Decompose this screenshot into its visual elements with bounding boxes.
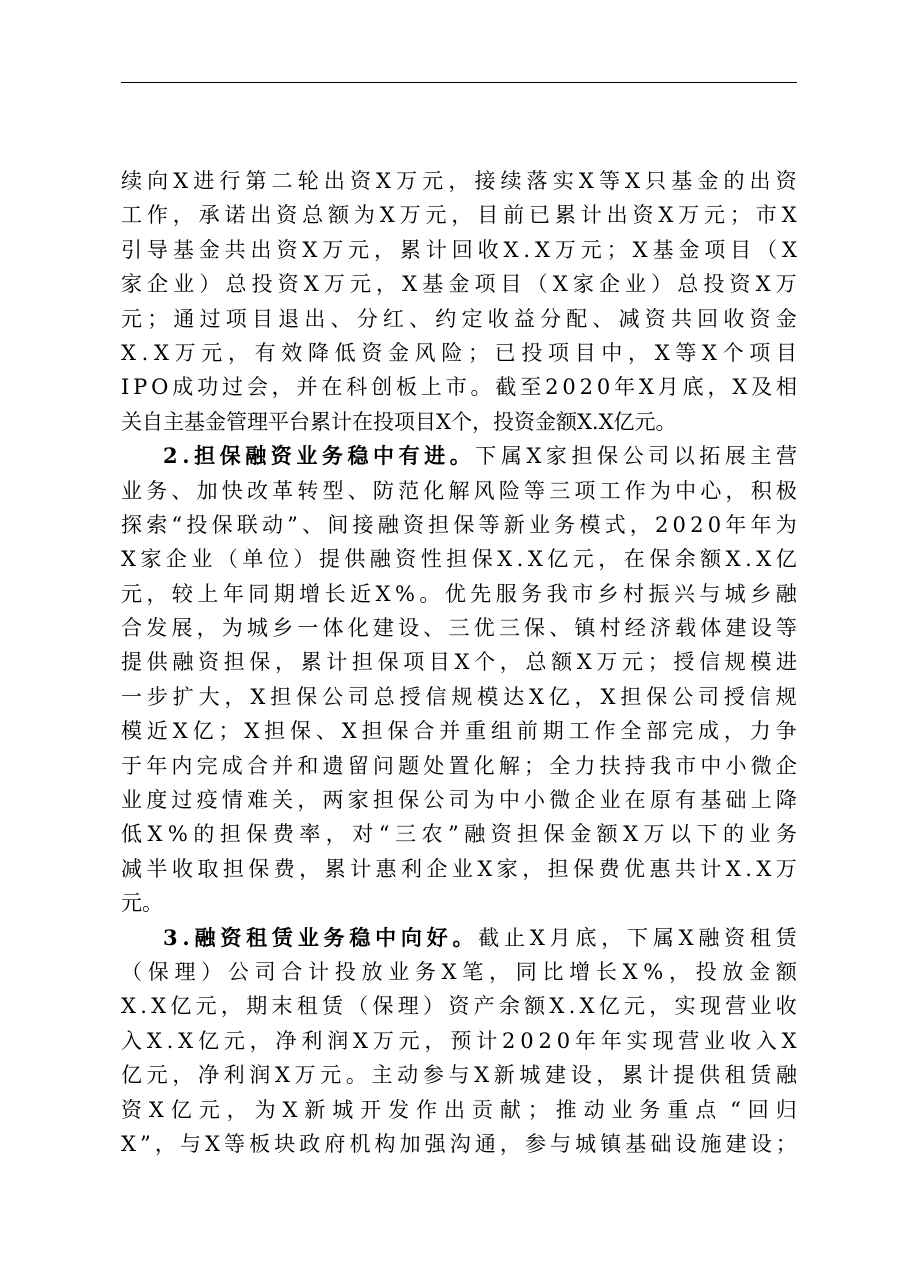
text-line: 亿 元 ， 净 利 润 X 万 元 。 主 动 参 与 X 新 城 建 设 ， 累 计 提 供 租 赁 融 bbox=[121, 1063, 797, 1088]
text-line: X ” ， 与 X 等 板 块 政 府 机 构 加 强 沟 通 ， 参 与 城 镇 基 础 设 施 建 设 ； bbox=[121, 1131, 797, 1156]
text-line: 业 务 、 加 快 改 革 转 型 、 防 范 化 解 风 险 等 三 项 工 作 为 中 心 ， 积 极 bbox=[121, 478, 797, 503]
text-line: X 家 企 业 （ 单 位 ） 提 供 融 资 性 担 保 X . X 亿 元 ， 在 保 余 额 X . X 亿 bbox=[121, 547, 797, 572]
header-rule bbox=[121, 82, 797, 83]
text-line: 续 向 X 进 行 第 二 轮 出 资 X 万 元 ， 接 续 落 实 X 等 X 只 基 金 的 出 资 bbox=[121, 168, 797, 193]
text-line: 元 ； 通 过 项 目 退 出 、 分 红 、 约 定 收 益 分 配 、 减 资 共 回 收 资 金 bbox=[121, 306, 797, 331]
text-line: 低 X % 的 担 保 费 率 ， 对 “ 三 农 ” 融 资 担 保 金 额 X 万 以 下 的 业 务 bbox=[121, 822, 797, 847]
text-line: 业 度 过 疫 情 难 关 ， 两 家 担 保 公 司 为 中 小 微 企 业 在 原 有 基 础 上 降 bbox=[121, 788, 797, 813]
text-line: 一 步 扩 大 ， X 担 保 公 司 总 授 信 规 模 达 X 亿 ， X 担 保 公 司 授 信 规 bbox=[121, 684, 797, 709]
text-line: 减 半 收 取 担 保 费 ， 累 计 惠 利 企 业 X 家 ， 担 保 费 优 惠 共 计 X . X 万 bbox=[121, 856, 797, 881]
document-body bbox=[121, 164, 797, 1161]
text-line: 探 索 “ 投 保 联 动 ” 、 间 接 融 资 担 保 等 新 业 务 模 式 ， 2 0 2 0 年 年 为 bbox=[121, 512, 797, 537]
text-line: 引 导 基 金 共 出 资 X 万 元 ， 累 计 回 收 X . X 万 元 ； X 基 金 项 目 （ X bbox=[121, 237, 797, 262]
text-line: 提 供 融 资 担 保 ， 累 计 担 保 项 目 X 个 ， 总 额 X 万 元 ； 授 信 规 模 进 bbox=[121, 650, 797, 675]
text-line: 元 ， 较 上 年 同 期 增 长 近 X % 。 优 先 服 务 我 市 乡 村 振 兴 与 城 乡 融 bbox=[121, 581, 797, 606]
text-line: X . X 万 元 ， 有 效 降 低 资 金 风 险 ； 已 投 项 目 中 ， X 等 X 个 项 目 bbox=[121, 340, 797, 365]
text-line: 入 X . X 亿 元 ， 净 利 润 X 万 元 ， 预 计 2 0 2 0 年 年 实 现 营 业 收 入 X bbox=[121, 1028, 797, 1053]
text-line: 工 作 ， 承 诺 出 资 总 额 为 X 万 元 ， 目 前 已 累 计 出 资 X 万 元 ； 市 X bbox=[121, 203, 797, 228]
text-line: 2 . 担 保 融 资 业 务 稳 中 有 进 。 下 属 X 家 担 保 公 司 以 拓 展 主 营 bbox=[163, 443, 797, 469]
text-line: 3 . 融 资 租 赁 业 务 稳 中 向 好 。 截 止 X 月 底 ， 下 属 X 融 资 租 赁 bbox=[163, 924, 797, 950]
paragraph-fund-investment bbox=[121, 164, 797, 439]
text-line: （ 保 理 ） 公 司 合 计 投 放 业 务 X 笔 ， 同 比 增 长 X % ， 投 放 金 额 bbox=[121, 959, 797, 984]
line-text: 关自主基金管理平台累计在投项目X个，投资金额X.X亿元。 bbox=[121, 409, 677, 434]
text-line: X . X 亿 元 ， 期 末 租 赁 （ 保 理 ） 资 产 余 额 X . X 亿 元 ， 实 现 营 业 收 bbox=[121, 994, 797, 1019]
text-line bbox=[121, 405, 797, 439]
paragraph-financial-leasing bbox=[121, 921, 797, 1162]
text-line: 合 发 展 ， 为 城 乡 一 体 化 建 设 、 三 优 三 保 、 镇 村 经 济 载 体 建 设 等 bbox=[121, 616, 797, 641]
text-line: 资 X 亿 元 ， 为 X 新 城 开 发 作 出 贡 献 ； 推 动 业 务 重 点 “ 回 归 bbox=[121, 1097, 797, 1122]
text-line: I P O 成 功 过 会 ， 并 在 科 创 板 上 市 。 截 至 2 0 2 0 年 X 月 底 ， X 及 相 bbox=[121, 375, 797, 400]
text-line: 模 近 X 亿 ； X 担 保 、 X 担 保 合 并 重 组 前 期 工 作 全 部 完 成 ， 力 争 bbox=[121, 719, 797, 744]
text-line: 于 年 内 完 成 合 并 和 遗 留 问 题 处 置 化 解 ； 全 力 扶 持 我 市 中 小 微 企 bbox=[121, 753, 797, 778]
text-line bbox=[121, 886, 797, 920]
line-text: 元。 bbox=[121, 891, 163, 916]
text-line: 家 企 业 ） 总 投 资 X 万 元 ， X 基 金 项 目 （ X 家 企 业 ） 总 投 资 X 万 bbox=[121, 272, 797, 297]
paragraph-guarantee-financing bbox=[121, 439, 797, 920]
